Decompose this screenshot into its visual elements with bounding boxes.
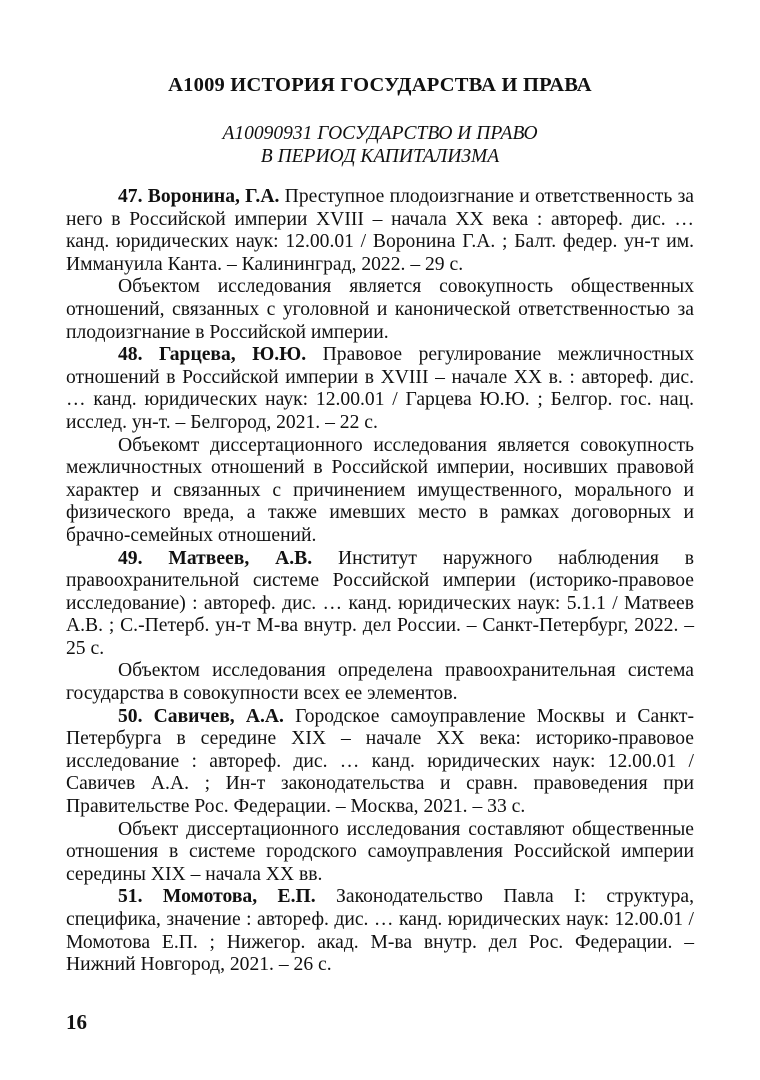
entry-number-author: 48. Гарцева, Ю.Ю. — [118, 344, 307, 366]
bibliography-list — [66, 186, 694, 977]
bibliography-entry — [66, 706, 694, 819]
entry-number-author: 50. Савичев, А.А. — [118, 705, 284, 727]
entry-number-author: 51. Момотова, Е.П. — [118, 886, 316, 908]
entry-citation: Городское самоуправление Москвы и Санкт-Петербурга в середине XIX – начале XX века: историко-правовое исследование : автореф. дис. … канд. юридических наук: 12.00.01 / Савичев А.А. ; Ин-т законодательства и сравн. правоведения при Правительстве Рос. Федерации. – Москва, 2021. – 33 с. — [66, 705, 695, 818]
subsection-heading-line-1: А10090931 ГОСУДАРСТВО И ПРАВО — [222, 123, 538, 144]
entry-citation: Институт наружного наблюдения в правоохранительной системе Российской империи (историко-правовое исследование) : автореф. дис. … канд. юридических наук: 5.1.1 / Матвеев А.В. ; С.-Петерб. ун-т М-ва внутр. дел России. – Санкт-Петербург, 2022. – 25 с. — [66, 547, 694, 659]
entry-citation: Правовое регулирование межличностных отношений в Российской империи в XVIII – начале XX в. : автореф. дис. … канд. юридических наук: 12.00.01 / Гарцева Ю.Ю. ; Белгор. гос. нац. исслед. ун-т. – Белгород, 2021. – 22 с. — [66, 344, 694, 433]
bibliography-entry — [66, 186, 694, 276]
entry-number-author: 47. Воронина, Г.А. — [118, 186, 280, 207]
bibliography-entry — [66, 548, 694, 661]
entry-citation: Преступное плодоизгнание и ответственность за него в Российской империи XVIII – начала XX века : автореф. дис. … канд. юридических наук: 12.00.01 / Воронина Г.А. ; Балт. федер. ун-т им. Иммануила Канта. – Калининград, 2022. – 29 с. — [66, 186, 695, 275]
entry-abstract: Объекомт диссертационного исследования является совокупность межличностных отношений в Российской империи, носивших правовой характер и связанных с причинением имущественного, морального и физического вреда, а также имевших место в рамках договорных и брачно-семейных отношений. — [66, 434, 694, 546]
bibliography-entry — [66, 886, 694, 976]
entry-abstract: Объектом исследования определена правоохранительная система государства в совокупности всех ее элементов. — [66, 660, 694, 705]
entry-citation: Законодательство Павла I: структура, специфика, значение : автореф. дис. … канд. юридических наук: 12.00.01 / Момотова Е.П. ; Нижегор. акад. М-ва внутр. дел Рос. Федерации. – Нижний Новгород, 2021. – 26 с. — [66, 886, 694, 976]
entry-abstract: Объект диссертационного исследования составляют общественные отношения в системе городского самоуправления Российской империи середины XIX – начала XX вв. — [66, 818, 694, 885]
entry-number-author: 49. Матвеев, А.В. — [118, 547, 313, 569]
subsection-heading-line-2: В ПЕРИОД КАПИТАЛИЗМА — [260, 146, 500, 167]
page-number: 16 — [66, 1010, 87, 1034]
subsection-heading — [60, 122, 700, 168]
section-heading: А1009 ИСТОРИЯ ГОСУДАРСТВА И ПРАВА — [168, 74, 592, 96]
entry-abstract: Объектом исследования является совокупность общественных отношений, связанных с уголовной и канонической ответственностью за плодоизгнание в Российской империи. — [66, 276, 694, 343]
bibliography-entry — [66, 344, 694, 434]
